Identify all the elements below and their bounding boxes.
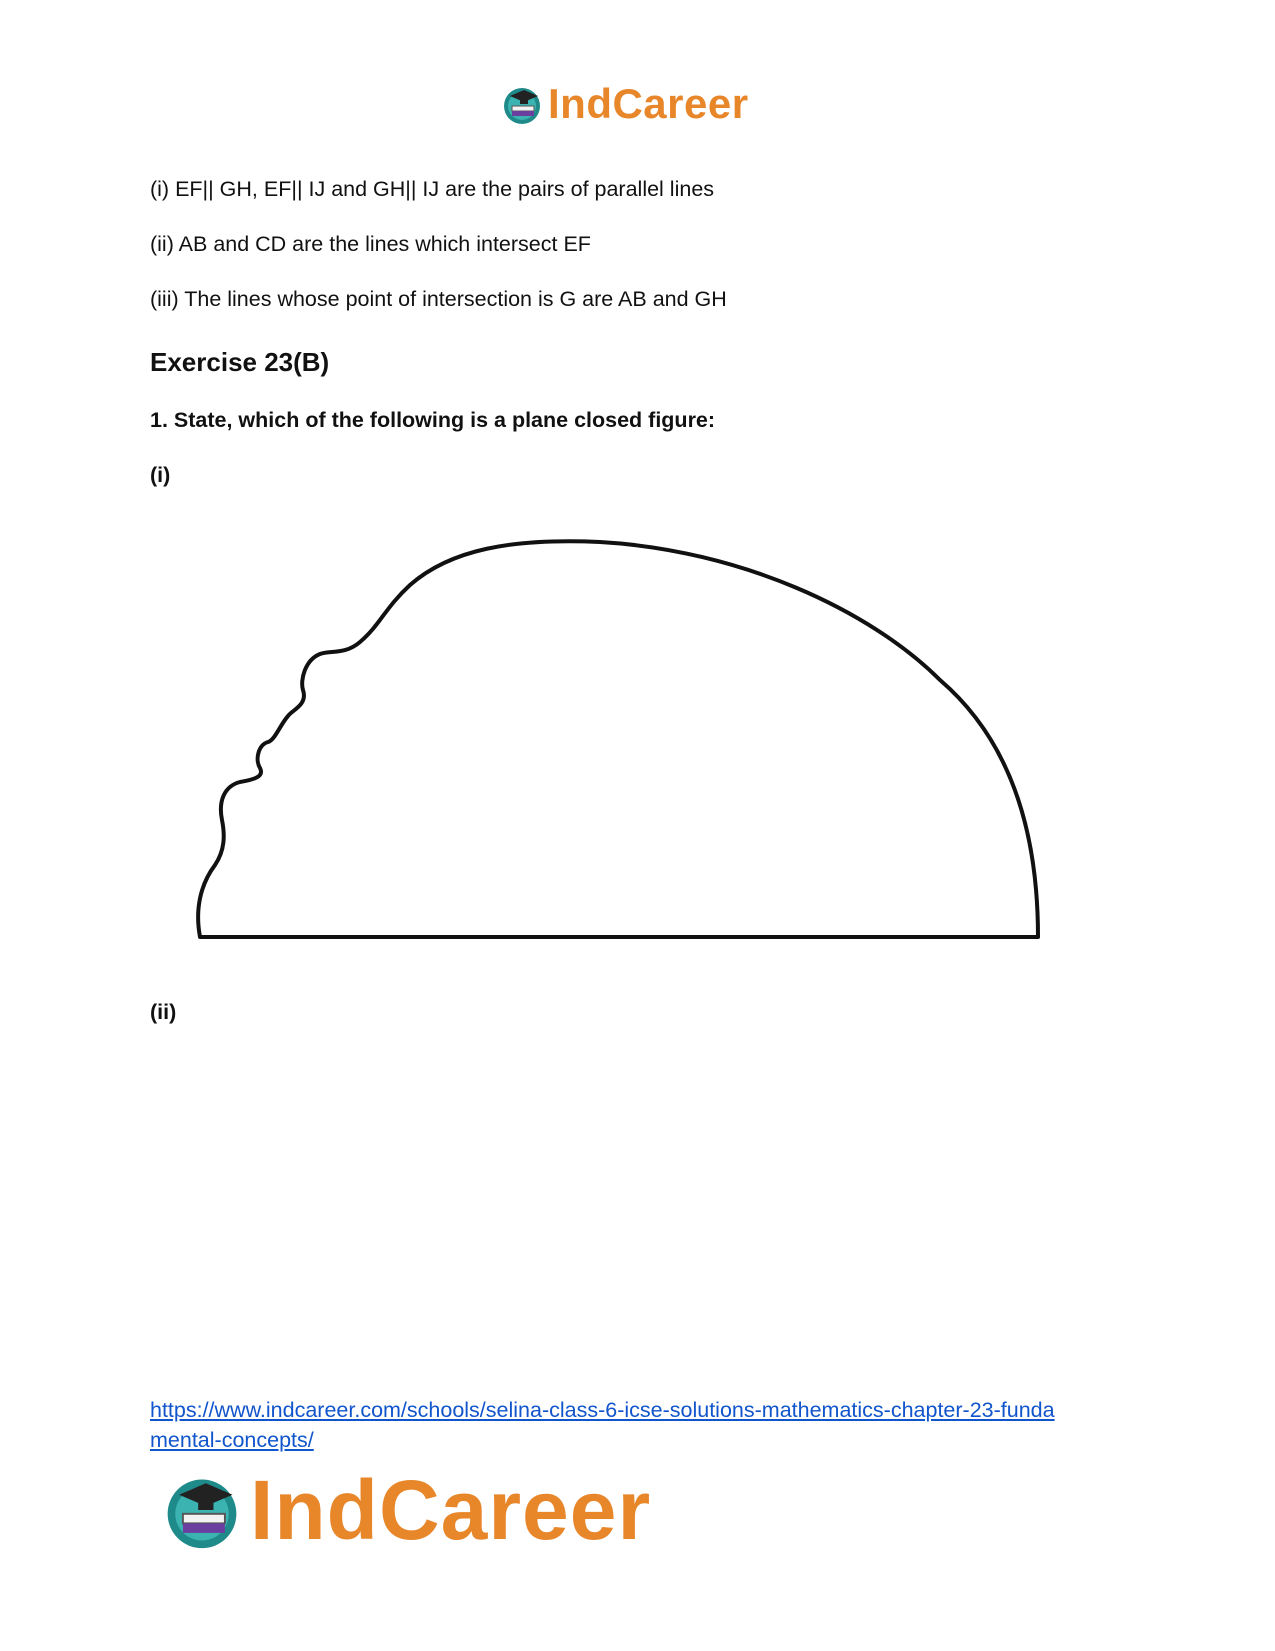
footer-logo xyxy=(160,1462,652,1557)
graduation-book-icon xyxy=(160,1468,244,1552)
answer-line-3: (iii) The lines whose point of intersection is G are AB and GH xyxy=(150,287,727,311)
answer-line-2: (ii) AB and CD are the lines which intersect EF xyxy=(150,232,591,256)
part-i-label: (i) xyxy=(150,463,171,487)
closed-figure-outline xyxy=(198,541,1038,937)
source-link-line-1[interactable]: https://www.indcareer.com/schools/selina-class-6-icse-solutions-mathematics-chapter-23-funda xyxy=(150,1398,1055,1422)
part-ii-label: (ii) xyxy=(150,1000,177,1024)
graduation-book-icon xyxy=(500,82,544,126)
source-link-line-2[interactable]: mental-concepts/ xyxy=(150,1428,314,1452)
answer-line-1: (i) EF|| GH, EF|| IJ and GH|| IJ are the pairs of parallel lines xyxy=(150,177,715,201)
logo-text: IndCareer xyxy=(250,1462,652,1557)
closed-figure-drawing xyxy=(180,530,1060,960)
exercise-heading: Exercise 23(B) xyxy=(150,347,330,377)
logo-text: IndCareer xyxy=(548,80,749,127)
question-text: 1. State, which of the following is a plane closed figure: xyxy=(150,408,716,432)
source-link[interactable] xyxy=(150,1395,1130,1455)
header-logo xyxy=(500,80,749,128)
